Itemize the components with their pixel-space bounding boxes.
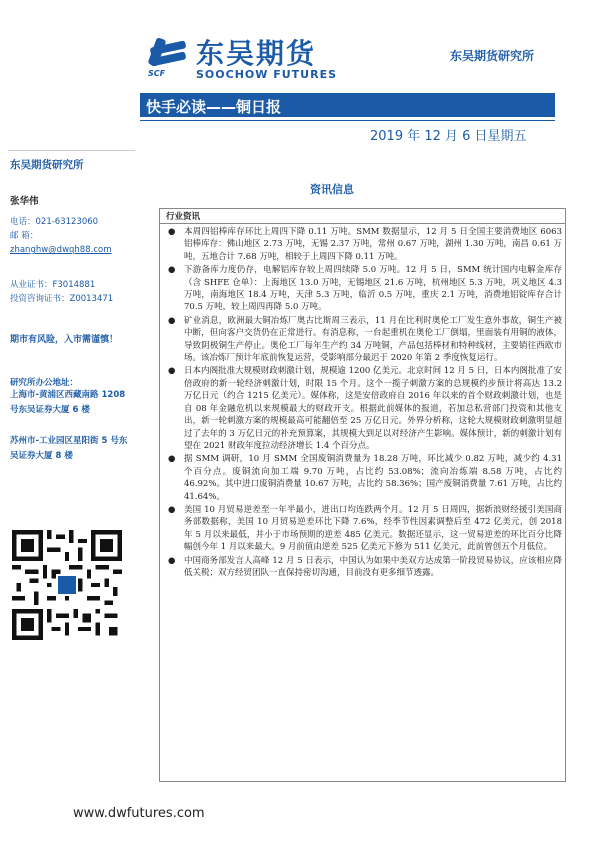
news-item xyxy=(166,555,562,580)
advisory-certificate: 投资咨询证书：Z0013471 xyxy=(10,294,114,304)
news-item xyxy=(166,315,562,365)
brand-name-en: SOOCHOW FUTURES xyxy=(196,68,338,81)
office-address-shanghai: 上海市-黄浦区西藏南路 1208 号东吴证券大厦 6 楼 xyxy=(10,390,126,415)
title-divider xyxy=(140,120,555,121)
sidebar-institute: 东吴期货研究所 xyxy=(10,159,84,171)
email-label: 邮 箱： xyxy=(10,231,39,241)
news-text: 矿业消息，欧洲最大铜冶炼厂奥古比斯周三表示，11 月在比利时奥伦工厂发生意外事故，铜生产被中断，但向客户交货仍在正常进行。有消息称，一台起重机在奥伦工厂倒塌，里面装有用铜的液体，导致阴极铜生产停止。奥伦工厂每年生产约 34 万吨铜，产品包括棒材和特种线材，主要销往西欧市场。该冶炼厂预计年底前恢复运营，受影响部分最迟于 2020 年第 2 季度恢复运行。 xyxy=(184,315,562,364)
office-address-suzhou: 苏州市-工业园区星阳街 5 号东吴证券大厦 8 楼 xyxy=(10,436,128,461)
bullet-icon: ● xyxy=(168,265,176,276)
news-item xyxy=(166,226,562,263)
bullet-icon: ● xyxy=(168,366,176,377)
header-institute: 东吴期货研究所 xyxy=(450,49,535,63)
news-text: 中国商务部发言人高峰 12 月 5 日表示，中国认为如果中美双方达成第一阶段贸易协议，应该相应降低关税；双方经贸团队一直保持密切沟通，目前没有更多细节透露。 xyxy=(184,555,562,578)
news-table-header-label: 行业资讯 xyxy=(166,212,201,222)
website-url[interactable]: www.dwfutures.com xyxy=(73,806,205,821)
sidebar-divider xyxy=(8,150,135,151)
email-link[interactable]: zhanghw@dwqh88.com xyxy=(10,245,112,255)
news-list xyxy=(166,226,562,580)
bullet-icon: ● xyxy=(168,504,176,515)
news-text: 下游备库力度仍存，电解铝库存较上周四续降 5.0 万吨。12 月 5 日，SMM 统计国内电解金库存（含 SHFE 仓单）：上海地区 13.0 万吨，无锡地区 21.6 万吨，杭州地区 5.3 万吨，巩义地区 4.3 万吨，南海地区 18.4 万吨，天津 5.3 万吨，临沂 0.5 万吨，重庆 2.1 万吨，消费地铝锭库存合计 70.5 万吨，较上周四再降 5.0 万吨。 xyxy=(184,265,562,313)
analyst-phone: 电话：021-63123060 xyxy=(10,217,99,227)
news-item xyxy=(166,453,562,503)
office-address-title: 研究所办公地址： xyxy=(10,378,79,388)
news-item xyxy=(166,504,562,554)
report-title: 快手必读——铜日报 xyxy=(146,98,282,116)
logo-abbreviation: SCF xyxy=(148,69,166,78)
section-title: 资讯信息 xyxy=(310,183,354,196)
qr-code-icon xyxy=(12,530,122,640)
news-text: 本周四铝棒库存环比上周四下降 0.11 万吨。SMM 数据显示，12 月 5 日全国主要消费地区 6063 铝棒库存：佛山地区 2.73 万吨，无锡 2.37 万吨，常州 0.67 万吨，湖州 1.30 万吨，南昌 0.61 万吨，五地合计 7.68 万吨，相较于上周四下降 0.11 万吨。 xyxy=(184,227,562,262)
brand-name-cn: 东吴期货 xyxy=(196,37,317,70)
news-text: 据 SMM 调研，10 月 SMM 全国废铜消费量为 18.28 万吨，环比减少 0.82 万吨，减少约 4.31 个百分点。废铜流向加工端 9.70 万吨，占比约 53.08%；流向冶炼端 8.58 万吨，占比约 46.92%。其中进口废铜消费量 10.67 万吨，占比约 58.36%；国产废铜消费量 7.61 万吨，占比约 41.64%。 xyxy=(184,454,562,502)
news-item xyxy=(166,264,562,314)
bullet-icon: ● xyxy=(168,555,176,566)
news-text: 美国 10 月贸易逆差至一年半最小，进出口均连跌两个月。12 月 5 日周四，据新浪财经援引美国商务部数据称，美国 10 月贸易逆差环比下降 7.6%，经季节性因素调整后至 472 亿美元，创 2018 年 5 月以来最低，并小于市场预期的逆差 485 亿美元。数据还显示，这一贸易逆差的环比百分比降幅创今年 1 月以来最大。9 月前值由逆差 525 亿美元下修为 511 亿美元，此前曾创五个月低位。 xyxy=(184,504,562,553)
analyst-name: 张华伟 xyxy=(10,196,39,207)
bullet-icon: ● xyxy=(168,227,176,237)
report-date: 2019 年 12 月 6 日星期五 xyxy=(370,129,527,144)
bullet-icon: ● xyxy=(168,315,176,326)
news-item xyxy=(166,365,562,452)
bullet-icon: ● xyxy=(168,454,176,465)
risk-warning: 期市有风险，入市需谨慎！ xyxy=(10,335,119,345)
news-text: 日本内阁批准大规模财政刺激计划，规模逾 1200 亿美元。北京时间 12 月 5 日，日本内阁批准了安倍政府的新一轮经济刺激计划，时限 15 个月。这个一揽子刺激方案的总规模约步预计将高达 13.2 万亿日元（约合 1215 亿美元）。媒体称，这是安倍政府自 2016 年以来的首个财政刺激计划，也是自 08 年金融危机以来规模最大的财政开支。根据此前媒体的报道，若加总私营部门投资和其他支出，新一轮刺激方案的规模最高可能翻倍至 25 万亿日元。外界分析称，这轮大规模财政刺激明显超过了去年的 3 万亿日元的补充预算案，其规模大到足以对经济产生影响。媒体预计，新的刺激计划有望在 2021 财政年度拉动经济增长 1.4 个百分点。 xyxy=(184,366,562,451)
news-table-header xyxy=(160,209,565,224)
practice-certificate: 从业证书：F3014881 xyxy=(10,280,96,290)
